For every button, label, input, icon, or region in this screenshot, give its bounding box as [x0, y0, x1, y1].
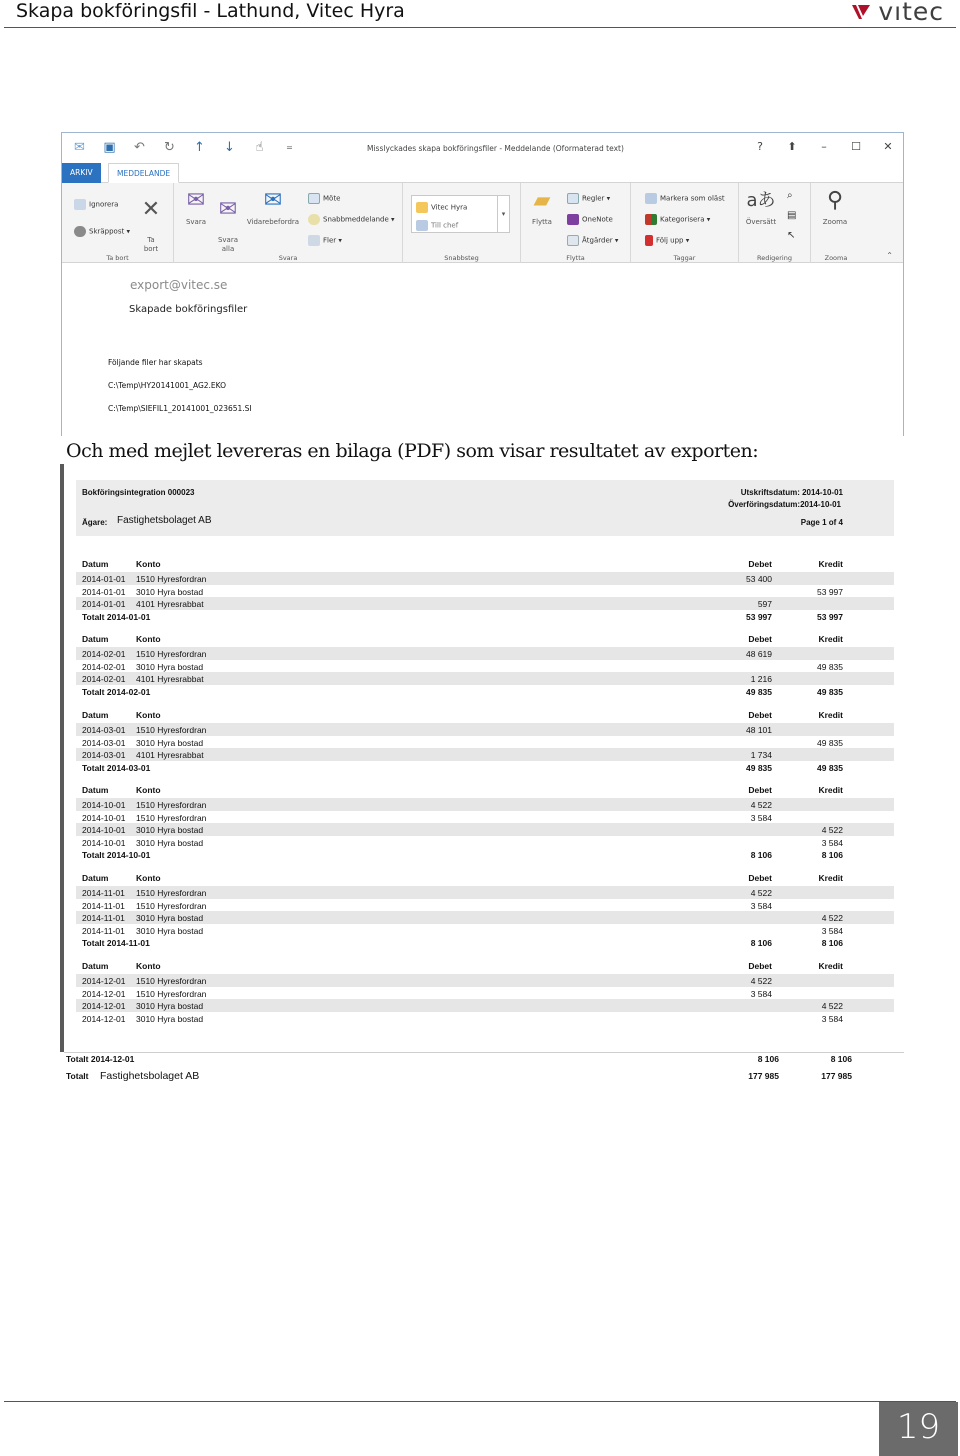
col-date-header: Datum [82, 873, 109, 883]
tab-meddelande[interactable]: MEDDELANDE [108, 163, 179, 183]
touch-icon[interactable]: ☝ [255, 140, 264, 155]
cell-credit: 3 584 [821, 837, 843, 848]
total-label: Totalt 2014-03-01 [82, 762, 151, 773]
cell-account: 4101 Hyresrabbat [136, 599, 204, 610]
cell-debit: 4 522 [750, 800, 772, 810]
col-date-header: Datum [82, 961, 109, 971]
quick-steps-gallery[interactable] [411, 195, 510, 233]
actions-icon [567, 235, 579, 246]
cell-account: 3010 Hyra bostad [136, 586, 204, 597]
col-debit-header: Debet [748, 634, 772, 644]
cell-debit: 4 522 [750, 976, 772, 986]
section-header [76, 631, 894, 647]
table-row [76, 911, 894, 924]
cell-debit: 3 584 [750, 900, 772, 911]
up-arrow-icon[interactable]: ↑ [194, 140, 205, 155]
col-credit-header: Kredit [818, 559, 843, 569]
cell-credit: 49 835 [817, 661, 843, 672]
section-header [76, 870, 894, 886]
cell-account: 1510 Hyresfordran [136, 988, 207, 999]
page-indicator: Page 1 of 4 [800, 518, 843, 527]
find-icon[interactable]: ⌕ [787, 190, 793, 201]
to-manager-icon [416, 220, 428, 231]
table-row [76, 798, 894, 811]
message-file-2: C:\Temp\SIEFIL1_20141001_023651.SI [108, 404, 252, 413]
ignore-button[interactable]: Ignorera [74, 199, 118, 210]
help-icon[interactable]: ? [757, 140, 763, 153]
page-number: 19 [896, 1407, 941, 1447]
ribbon-group-taggar: Markera som oläst Kategorisera ▾ Följ upp ▾ Taggar [631, 183, 739, 263]
total-label: Totalt 2014-01-01 [82, 611, 151, 622]
ribbon-group-ta-bort: Ignorera Skräppost ▾ ✕ Ta bort Ta bort [62, 183, 174, 263]
table-row [76, 886, 894, 899]
related-icon[interactable]: ▤ [787, 210, 797, 221]
save-icon[interactable]: ▣ [103, 140, 116, 155]
cell-account: 1510 Hyresfordran [136, 976, 207, 986]
meeting-button[interactable]: Möte [308, 193, 340, 204]
table-row [76, 1012, 894, 1025]
cell-date: 2014-01-01 [82, 599, 126, 610]
cell-account: 1510 Hyresfordran [136, 649, 207, 659]
meeting-icon [308, 193, 320, 204]
footer-divider [4, 1401, 956, 1402]
cell-date: 2014-03-01 [82, 725, 126, 735]
follow-up-button[interactable]: Följ upp ▾ [645, 235, 689, 246]
cell-credit: 49 835 [817, 737, 843, 748]
table-row [76, 974, 894, 987]
col-date-header: Datum [82, 710, 109, 720]
owner-name: Fastighetsbolaget AB [117, 515, 212, 526]
col-debit-header: Debet [748, 710, 772, 720]
total-label: Totalt 2014-10-01 [82, 850, 151, 861]
redo-icon[interactable]: ↻ [164, 140, 175, 155]
col-account-header: Konto [136, 710, 161, 720]
summary-last-total: Totalt 2014-12-01 8 106 8 106 [66, 1054, 852, 1064]
cell-credit: 53 997 [817, 586, 843, 597]
table-row [76, 572, 894, 585]
more-button[interactable]: Fler ▾ [308, 235, 342, 246]
cell-date: 2014-10-01 [82, 837, 126, 848]
cell-date: 2014-12-01 [82, 988, 126, 999]
forward-icon: ✉ [263, 188, 283, 213]
table-row [76, 647, 894, 660]
reply-icon: ✉ [186, 188, 206, 213]
cell-credit: 4 522 [821, 1001, 843, 1012]
cell-date: 2014-02-01 [82, 661, 126, 672]
message-body [62, 264, 903, 436]
ribbon-group-snabbsteg: Vitec Hyra Till chef ▾ Snabbsteg [403, 183, 521, 263]
page-header [0, 0, 960, 30]
categorize-button[interactable]: Kategorisera ▾ [645, 214, 710, 225]
logo-text: vıtec [878, 0, 944, 26]
table-row [76, 585, 894, 598]
cell-debit: 48 101 [746, 725, 772, 735]
down-arrow-icon[interactable]: ↓ [224, 140, 235, 155]
undo-icon[interactable]: ↶ [134, 140, 145, 155]
report-section [76, 782, 894, 861]
cell-account: 3010 Hyra bostad [136, 1001, 204, 1012]
col-debit-header: Debet [748, 873, 772, 883]
cell-account: 1510 Hyresfordran [136, 800, 207, 810]
col-debit-header: Debet [748, 559, 772, 569]
cell-account: 3010 Hyra bostad [136, 925, 204, 936]
unread-icon [645, 193, 657, 204]
table-row [76, 597, 894, 610]
total-credit: 8 106 [821, 850, 843, 861]
cell-date: 2014-10-01 [82, 825, 126, 836]
message-subject: Skapade bokföringsfiler [129, 304, 248, 315]
report-section [76, 631, 894, 697]
rules-icon [567, 193, 579, 204]
junk-icon [74, 226, 86, 237]
close-icon[interactable]: ✕ [883, 140, 893, 153]
vitec-logo [850, 0, 944, 26]
move-folder-icon: ▰ [533, 188, 551, 213]
col-account-header: Konto [136, 559, 161, 569]
report-section [76, 958, 894, 1024]
report-section [76, 870, 894, 949]
quick-step-icon [416, 202, 428, 213]
cell-credit: 3 584 [821, 925, 843, 936]
customize-icon[interactable]: = [286, 143, 293, 152]
cell-date: 2014-10-01 [82, 800, 126, 810]
total-debit: 49 835 [746, 762, 772, 773]
ribbon-display-icon[interactable]: ⬆ [787, 140, 797, 153]
cell-account: 4101 Hyresrabbat [136, 674, 204, 685]
ribbon [62, 183, 903, 263]
actions-button[interactable]: Åtgärder ▾ [567, 235, 618, 246]
table-row [76, 836, 894, 849]
table-row [76, 999, 894, 1012]
cell-account: 3010 Hyra bostad [136, 913, 204, 924]
maximize-icon[interactable]: ☐ [851, 140, 861, 153]
cell-account: 3010 Hyra bostad [136, 1013, 204, 1024]
cell-date: 2014-02-01 [82, 674, 126, 685]
col-date-header: Datum [82, 785, 109, 795]
col-date-header: Datum [82, 634, 109, 644]
cell-date: 2014-01-01 [82, 586, 126, 597]
ribbon-group-svara: ✉ Svara ✉ Svara alla ✉ Vidarebefordra Möte Snabbmeddelande ▾ Fler ▾ Svara [174, 183, 403, 263]
reply-button[interactable]: ✉ Svara [182, 189, 210, 227]
forward-button[interactable]: ✉ Vidarebefordra [246, 188, 300, 226]
delete-icon: ✕ [141, 197, 161, 222]
cell-account: 1510 Hyresfordran [136, 574, 207, 584]
cell-date: 2014-02-01 [82, 649, 126, 659]
ribbon-tabs [62, 163, 903, 183]
onenote-icon [567, 214, 579, 225]
table-row [76, 660, 894, 673]
page-number-box [879, 1402, 958, 1456]
im-icon [308, 214, 320, 225]
cell-date: 2014-03-01 [82, 750, 126, 761]
table-row [76, 736, 894, 749]
cell-debit: 3 584 [750, 812, 772, 823]
table-row [76, 748, 894, 761]
cell-date: 2014-11-01 [82, 900, 125, 911]
translate-button[interactable]: aあ Översätt [743, 189, 779, 227]
minimize-icon[interactable]: – [821, 140, 827, 153]
cell-debit: 48 619 [746, 649, 772, 659]
cell-date: 2014-12-01 [82, 1013, 126, 1024]
col-account-header: Konto [136, 785, 161, 795]
mark-unread-button[interactable]: Markera som oläst [645, 193, 725, 204]
cell-date: 2014-01-01 [82, 574, 126, 584]
cell-date: 2014-11-01 [82, 888, 125, 898]
section-header [76, 556, 894, 572]
translate-icon: aあ [746, 190, 776, 211]
ribbon-group-redigering: aあ Översätt ⌕ ▤ ↖ Redigering [739, 183, 811, 263]
move-button[interactable]: ▰ Flytta [525, 189, 559, 227]
ribbon-group-zooma: ⚲ Zooma Zooma [811, 183, 861, 263]
delete-button[interactable]: ✕ Ta bort [138, 189, 164, 254]
cell-date: 2014-12-01 [82, 1001, 126, 1012]
window-title: Misslyckades skapa bokföringsfiler - Meddelande (Oformaterad text) [367, 144, 624, 153]
table-row [76, 899, 894, 912]
report-section [76, 707, 894, 773]
cell-account: 1510 Hyresfordran [136, 812, 207, 823]
reply-all-button[interactable]: ✉ Svara alla [214, 189, 242, 254]
cell-account: 3010 Hyra bostad [136, 825, 204, 836]
cell-account: 3010 Hyra bostad [136, 837, 204, 848]
cell-account: 4101 Hyresrabbat [136, 750, 204, 761]
col-debit-header: Debet [748, 785, 772, 795]
table-row [76, 811, 894, 824]
reply-all-icon: ✉ [218, 197, 238, 222]
col-credit-header: Kredit [818, 710, 843, 720]
owner-label: Ägare: [82, 518, 108, 527]
cell-debit: 1 216 [750, 674, 772, 685]
total-row [76, 610, 894, 623]
table-row [76, 723, 894, 736]
table-row [76, 823, 894, 836]
total-debit: 49 835 [746, 686, 772, 697]
total-credit: 49 835 [817, 762, 843, 773]
total-debit: 8 106 [750, 850, 772, 861]
quick-step-till-chef[interactable]: Till chef [416, 220, 458, 231]
cell-debit: 1 734 [750, 750, 772, 761]
col-credit-header: Kredit [818, 873, 843, 883]
cell-account: 3010 Hyra bostad [136, 661, 204, 672]
tab-arkiv[interactable]: ARKIV [62, 163, 101, 183]
message-line: Följande filer har skapats [108, 358, 203, 367]
report-header [76, 480, 894, 536]
total-credit: 8 106 [821, 938, 843, 949]
cell-account: 1510 Hyresfordran [136, 888, 207, 898]
col-account-header: Konto [136, 634, 161, 644]
outlook-message-window [61, 132, 904, 436]
quick-access-toolbar [70, 140, 299, 155]
mail-icon[interactable]: ✉ [74, 140, 85, 155]
total-debit: 8 106 [750, 938, 772, 949]
header-divider [4, 27, 956, 28]
rules-button[interactable]: Regler ▾ [567, 193, 610, 204]
cell-account: 1510 Hyresfordran [136, 725, 207, 735]
ribbon-group-flytta: ▰ Flytta Regler ▾ OneNote Åtgärder ▾ Flytta [521, 183, 631, 263]
report-left-bar [60, 464, 64, 1052]
collapse-ribbon-icon[interactable]: ⌃ [886, 251, 893, 260]
cell-date: 2014-11-01 [82, 925, 125, 936]
cell-debit: 597 [757, 599, 772, 610]
onenote-button[interactable]: OneNote [567, 214, 613, 225]
total-label: Totalt 2014-02-01 [82, 686, 151, 697]
section-header [76, 958, 894, 974]
col-credit-header: Kredit [818, 634, 843, 644]
cell-debit: 3 584 [750, 988, 772, 999]
select-icon[interactable]: ↖ [787, 230, 796, 241]
outlook-titlebar [62, 133, 903, 163]
quick-step-vitec-hyra[interactable]: Vitec Hyra [416, 202, 467, 213]
table-row [76, 924, 894, 937]
cell-account: 3010 Hyra bostad [136, 737, 204, 748]
gallery-expand-icon[interactable]: ▾ [497, 196, 509, 232]
zoom-button[interactable]: ⚲ Zooma [817, 189, 853, 227]
col-credit-header: Kredit [818, 785, 843, 795]
cell-credit: 4 522 [821, 913, 843, 924]
table-row [76, 987, 894, 1000]
cell-debit: 53 400 [746, 574, 772, 584]
flag-icon [645, 235, 653, 246]
ignore-icon [74, 199, 86, 210]
col-debit-header: Debet [748, 961, 772, 971]
zoom-icon: ⚲ [826, 188, 844, 213]
total-label: Totalt 2014-11-01 [82, 938, 150, 949]
print-date: Utskriftsdatum: 2014-10-01 [740, 488, 843, 497]
window-controls [753, 140, 895, 153]
col-account-header: Konto [136, 873, 161, 883]
report-section [76, 556, 894, 622]
cell-date: 2014-10-01 [82, 812, 126, 823]
cell-date: 2014-03-01 [82, 737, 126, 748]
cell-credit: 3 584 [821, 1013, 843, 1024]
instant-message-button[interactable]: Snabbmeddelande ▾ [308, 214, 395, 225]
total-row [76, 761, 894, 774]
section-header [76, 782, 894, 798]
categorize-icon [645, 214, 657, 225]
col-account-header: Konto [136, 961, 161, 971]
col-credit-header: Kredit [818, 961, 843, 971]
message-file-1: C:\Temp\HY20141001_AG2.EKO [108, 381, 227, 390]
summary-grand-total: Totalt Fastighetsbolaget AB 177 985 177 985 [66, 1070, 852, 1082]
total-row [76, 685, 894, 698]
total-credit: 53 997 [817, 611, 843, 622]
total-debit: 53 997 [746, 611, 772, 622]
caption-text: Och med mejlet levereras en bilaga (PDF) som visar resultatet av exporten: [66, 440, 759, 462]
page-title: Skapa bokföringsfil - Lathund, Vitec Hyra [16, 0, 405, 22]
total-row [76, 936, 894, 949]
junk-button[interactable]: Skräppost ▾ [74, 226, 130, 237]
total-row [76, 848, 894, 861]
cell-debit: 4 522 [750, 888, 772, 898]
report-title: Bokföringsintegration 000023 [82, 488, 195, 497]
section-header [76, 707, 894, 723]
cell-date: 2014-12-01 [82, 976, 126, 986]
col-date-header: Datum [82, 559, 109, 569]
vitec-mark-icon [850, 2, 872, 22]
transfer-date: Överföringsdatum:2014-10-01 [728, 500, 841, 509]
cell-account: 1510 Hyresfordran [136, 900, 207, 911]
table-row [76, 672, 894, 685]
total-credit: 49 835 [817, 686, 843, 697]
sender-address[interactable]: export@vitec.se [130, 278, 228, 292]
more-icon [308, 235, 320, 246]
cell-date: 2014-11-01 [82, 913, 125, 924]
cell-credit: 4 522 [821, 825, 843, 836]
